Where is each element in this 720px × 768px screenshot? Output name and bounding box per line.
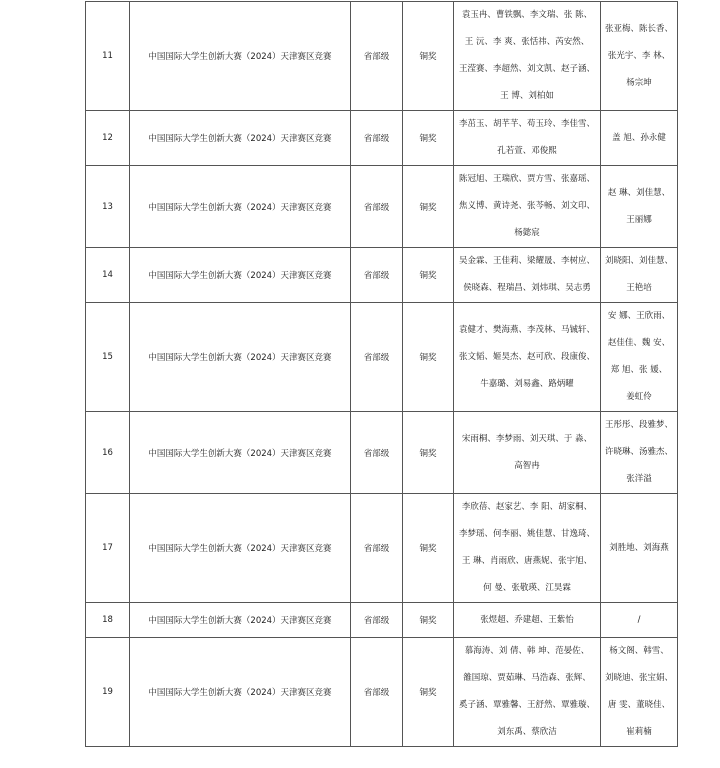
student-names-line: 吴金霖、王佳莉、梁耀晟、李树应、 — [458, 256, 595, 266]
student-names-line: 袁健才、樊海燕、李茂林、马铖轩、 — [458, 324, 595, 335]
student-names-line: 宋雨桐、李梦雨、刘天琪、于 淼、 — [461, 433, 593, 444]
students-cell — [454, 603, 601, 638]
advisor-names-line: / — [637, 614, 641, 625]
table-row — [86, 603, 678, 638]
table-row — [86, 111, 678, 166]
row-number-cell: 19 — [86, 638, 130, 747]
students-cell — [454, 494, 601, 603]
student-names-line: 孔若萱、邓俊熙 — [497, 146, 557, 156]
level-cell: 省部级 — [351, 412, 403, 494]
students-cell — [454, 303, 601, 412]
advisor-names-line: 张亚梅、陈长香、 — [604, 23, 673, 34]
advisor-names-line: 刘晓阳、刘佳慧、 — [604, 256, 673, 266]
row-number-cell: 16 — [86, 412, 130, 494]
student-names-line: 慕海涛、刘 倩、韩 坤、范晏佐、 — [464, 646, 590, 656]
students-cell — [454, 412, 601, 494]
advisor-names-line: 杨宗坤 — [626, 77, 652, 88]
award-cell: 铜奖 — [403, 638, 454, 747]
advisor-names-line: 杨文阁、韩雪、 — [609, 646, 669, 656]
advisor-names-line: 姜虹伶 — [626, 392, 652, 402]
advisor-names-line: 赵佳佳、魏 安、 — [607, 338, 671, 348]
award-cell: 铜奖 — [403, 111, 454, 166]
competition-name-cell: 中国国际大学生创新大赛（2024）天津赛区竞赛 — [130, 2, 351, 111]
advisor-names-line: 郑 旭、张 媛、 — [610, 365, 668, 375]
student-names-line: 杨懿宸 — [514, 228, 540, 238]
student-names-line: 侯晓森、程瑞昌、刘炜琪、吴志勇 — [463, 283, 591, 293]
table-row — [86, 638, 678, 747]
advisors-cell — [601, 603, 678, 638]
students-cell — [454, 111, 601, 166]
students-cell — [454, 166, 601, 248]
student-names-line: 李欣蓓、赵家艺、李 阳、胡家桐、 — [461, 502, 593, 512]
advisor-names-line: 王艳培 — [626, 283, 652, 293]
level-cell: 省部级 — [351, 303, 403, 412]
table-row — [86, 412, 678, 494]
award-cell: 铜奖 — [403, 166, 454, 248]
advisors-cell — [601, 494, 678, 603]
student-names-line: 王 博、刘柏如 — [500, 91, 554, 101]
competition-name-cell: 中国国际大学生创新大赛（2024）天津赛区竞赛 — [130, 111, 351, 166]
advisor-names-line: 张光宇、李 林、 — [607, 50, 671, 61]
advisor-names-line: 盖 旭、孙永健 — [612, 132, 666, 143]
advisor-names-line: 张洋溢 — [626, 474, 652, 484]
advisor-names-line: 安 娜、王欣雨、 — [607, 311, 671, 321]
student-names-line: 张文韬、姬昊杰、赵可欣、段康俊、 — [458, 351, 595, 362]
advisor-names-line: 许晓琳、汤雅杰、 — [604, 447, 673, 457]
student-names-line: 牛嘉璐、刘易鑫、路炳曜 — [480, 378, 574, 389]
competition-name-cell: 中国国际大学生创新大赛（2024）天津赛区竞赛 — [130, 603, 351, 638]
advisor-names-line: 王丽娜 — [626, 214, 652, 225]
row-number-cell: 11 — [86, 2, 130, 111]
table-row — [86, 166, 678, 248]
table-row — [86, 303, 678, 412]
row-number-cell: 17 — [86, 494, 130, 603]
competition-name-cell: 中国国际大学生创新大赛（2024）天津赛区竞赛 — [130, 412, 351, 494]
competition-name-cell: 中国国际大学生创新大赛（2024）天津赛区竞赛 — [130, 494, 351, 603]
advisors-cell — [601, 2, 678, 111]
advisor-names-line: 赵 琳、刘佳慧、 — [607, 187, 671, 198]
student-names-line: 王 琳、肖雨欣、唐燕妮、张宇旭、 — [461, 556, 593, 566]
student-names-line: 高智冉 — [514, 460, 540, 471]
competition-name-cell: 中国国际大学生创新大赛（2024）天津赛区竞赛 — [130, 303, 351, 412]
student-names-line: 何 曼、张敬瑛、江昊霖 — [483, 583, 571, 593]
advisor-names-line: 刘晓迪、张宝娟、 — [604, 673, 673, 683]
level-cell: 省部级 — [351, 494, 403, 603]
row-number-cell: 13 — [86, 166, 130, 248]
level-cell: 省部级 — [351, 166, 403, 248]
advisors-cell — [601, 166, 678, 248]
row-number-cell: 12 — [86, 111, 130, 166]
advisor-names-line: 崔莉楠 — [626, 727, 652, 737]
student-names-line: 雒国琼、贾茹琳、马浩森、张辉、 — [463, 673, 591, 683]
student-names-line: 李茁玉、胡芊芊、苟玉玲、李佳雪、 — [458, 119, 595, 129]
student-names-line: 陈冠旭、王瑞欣、贾方雪、张嘉瑶、 — [458, 174, 595, 184]
table-row — [86, 494, 678, 603]
award-cell: 铜奖 — [403, 248, 454, 303]
advisor-names-line: 刘胜地、刘海燕 — [609, 542, 669, 553]
student-names-line: 张煜超、乔建超、王紫怡 — [480, 614, 574, 625]
table-row — [86, 2, 678, 111]
competition-name-cell: 中国国际大学生创新大赛（2024）天津赛区竞赛 — [130, 638, 351, 747]
advisors-cell — [601, 412, 678, 494]
competition-name-cell: 中国国际大学生创新大赛（2024）天津赛区竞赛 — [130, 248, 351, 303]
row-number-cell: 15 — [86, 303, 130, 412]
students-cell — [454, 248, 601, 303]
student-names-line: 袁玉冉、曹铁飘、李文瑞、张 陈、 — [461, 10, 593, 20]
level-cell: 省部级 — [351, 248, 403, 303]
awards-table-body — [86, 2, 678, 747]
advisor-names-line: 唐 雯、董晓佳、 — [607, 700, 671, 710]
table-row — [86, 248, 678, 303]
advisors-cell — [601, 248, 678, 303]
row-number-cell: 18 — [86, 603, 130, 638]
level-cell: 省部级 — [351, 603, 403, 638]
student-names-line: 奚子涵、覃雅馨、王舒然、覃雅璇、 — [458, 700, 595, 710]
level-cell: 省部级 — [351, 2, 403, 111]
award-cell: 铜奖 — [403, 412, 454, 494]
student-names-line: 李梦瑶、何李丽、姚佳慧、甘逸琦、 — [458, 529, 595, 539]
students-cell — [454, 2, 601, 111]
row-number-cell: 14 — [86, 248, 130, 303]
student-names-line: 焦义博、黄诗尧、张芩畅、刘文印、 — [458, 201, 595, 211]
award-cell: 铜奖 — [403, 494, 454, 603]
award-cell: 铜奖 — [403, 603, 454, 638]
student-names-line: 王 沅、李 爽、张恬祎、芮安然、 — [464, 37, 590, 47]
level-cell: 省部级 — [351, 638, 403, 747]
students-cell — [454, 638, 601, 747]
level-cell: 省部级 — [351, 111, 403, 166]
award-cell: 铜奖 — [403, 303, 454, 412]
advisors-cell — [601, 111, 678, 166]
student-names-line: 刘东禹、蔡欣洁 — [497, 727, 557, 737]
advisor-names-line: 王彤彤、段雅梦、 — [604, 420, 673, 430]
award-cell: 铜奖 — [403, 2, 454, 111]
competition-name-cell: 中国国际大学生创新大赛（2024）天津赛区竞赛 — [130, 166, 351, 248]
student-names-line: 王滢赛、李超然、刘文凯、赵子涵、 — [458, 64, 595, 74]
awards-table — [85, 1, 678, 747]
advisors-cell — [601, 638, 678, 747]
advisors-cell — [601, 303, 678, 412]
